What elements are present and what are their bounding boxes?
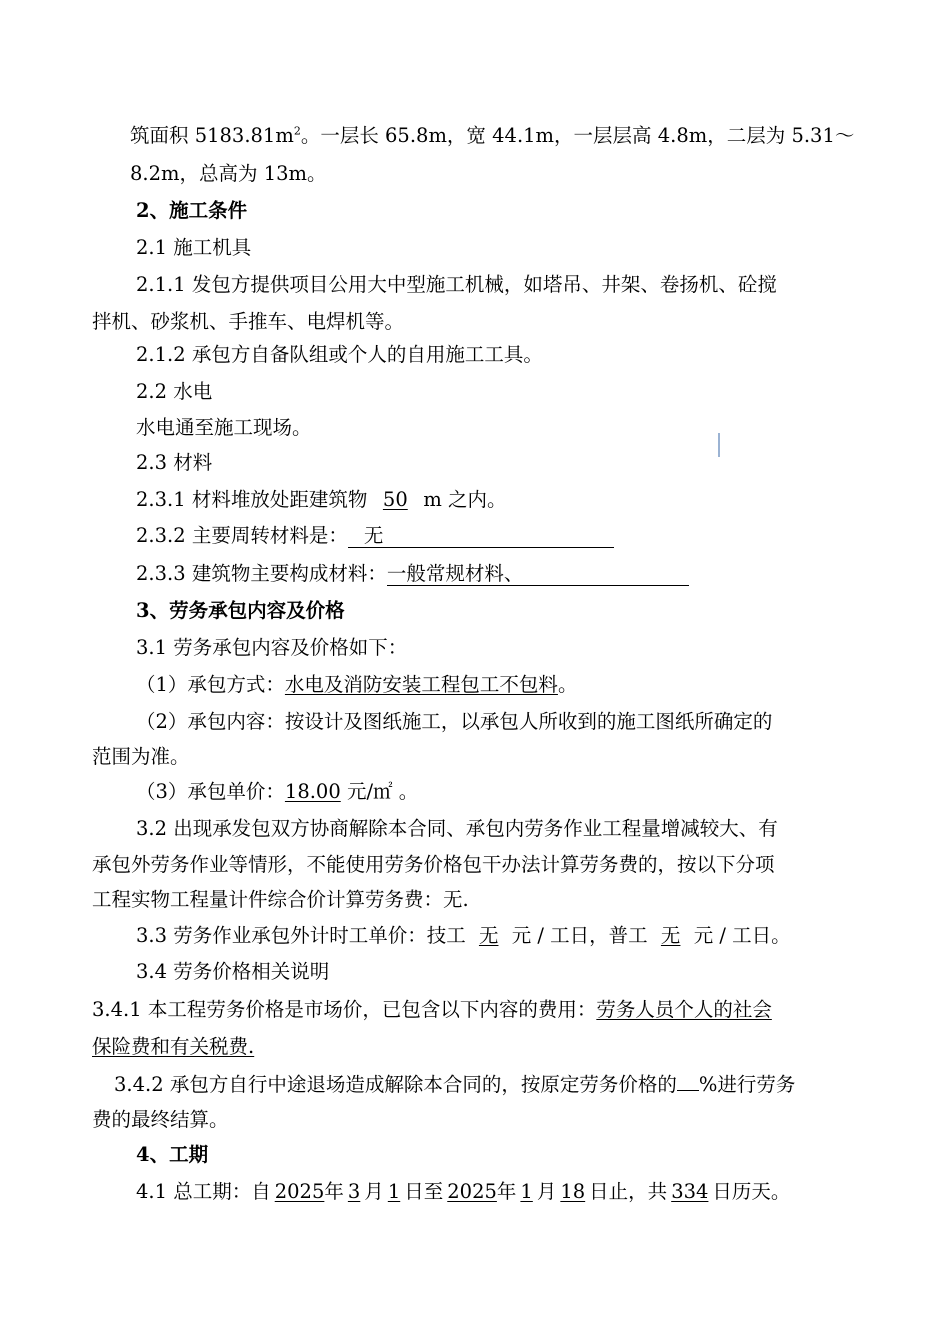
text-cursor bbox=[718, 433, 720, 457]
paragraph-line: 2.3.2 主要周转材料是： 无 bbox=[136, 522, 614, 550]
subsection-heading: 2.3 材料 bbox=[136, 451, 213, 474]
paragraph-line: 范围为准。 bbox=[92, 745, 190, 768]
subsection-heading: 2.2 水电 bbox=[136, 380, 213, 403]
construction-material-value: 一般常规材料、 bbox=[387, 563, 689, 586]
paragraph-line: 2.3.1 材料堆放处距建筑物 50 m 之内。 bbox=[136, 486, 507, 514]
paragraph-line: （1）承包方式：水电及消防安装工程包工不包料。 bbox=[136, 673, 578, 696]
paragraph-line: 2.3.3 建筑物主要构成材料：一般常规材料、 bbox=[136, 560, 689, 588]
paragraph-line: 筑面积 $5183.81m^2$。一层长 65.8m，宽 44.1m，一层层高 4.8m，二层为 5.31～ bbox=[130, 124, 855, 147]
paragraph-line: 8.2m，总高为 13m。 bbox=[130, 162, 327, 185]
paragraph-line: （2）承包内容：按设计及图纸施工，以承包人所收到的施工图纸所确定的 bbox=[136, 710, 773, 733]
paragraph-line: 3.4.1 本工程劳务价格是市场价，已包含以下内容的费用：劳务人员个人的社会 bbox=[92, 998, 772, 1021]
paragraph-line: 3.4.2 承包方自行中途退场造成解除本合同的，按原定劳务价格的 %进行劳务 bbox=[114, 1070, 795, 1099]
start-year: 2025 bbox=[274, 1180, 325, 1203]
total-days: 334 bbox=[671, 1180, 709, 1203]
unit-price-value: 18.00 bbox=[284, 780, 341, 803]
section-heading: 4、工期 bbox=[136, 1143, 209, 1166]
paragraph-line: 工程实物工程量计件综合价计算劳务费：无. bbox=[92, 888, 469, 911]
subsection-heading: 2.1 施工机具 bbox=[136, 236, 252, 259]
section-heading: 2、施工条件 bbox=[136, 199, 248, 222]
paragraph-line: 3.3 劳务作业承包外计时工单价：技工 无 元 / 工日，普工 无 元 / 工日。 bbox=[136, 922, 791, 950]
general-rate-value: 无 bbox=[660, 924, 681, 947]
paragraph-line: 3.2 出现承发包双方协商解除本合同、承包内劳务作业工程量增减较大、有 bbox=[136, 817, 778, 840]
percentage-blank bbox=[677, 1070, 699, 1091]
end-day: 18 bbox=[560, 1180, 586, 1203]
included-fees-value: 劳务人员个人的社会 bbox=[596, 998, 772, 1021]
turnover-material-value: 无 bbox=[348, 525, 614, 548]
start-month: 3 bbox=[347, 1180, 361, 1203]
paragraph-line: 承包外劳务作业等情形，不能使用劳务价格包干办法计算劳务费的，按以下分项 bbox=[92, 853, 775, 876]
section-heading: 3、劳务承包内容及价格 bbox=[136, 599, 345, 622]
paragraph-line: 保险费和有关税费. bbox=[92, 1035, 255, 1058]
end-year: 2025 bbox=[447, 1180, 497, 1203]
subsection-heading: 3.4 劳务价格相关说明 bbox=[136, 960, 330, 983]
start-day: 1 bbox=[387, 1180, 401, 1203]
paragraph-line: （3）承包单价：18.00 元/㎡ 。 bbox=[136, 780, 419, 803]
distance-value: 50 bbox=[382, 488, 408, 511]
paragraph-line: 4.1 总工期：自 2025年 3 月 1 日至 2025年 1 月 18 日止，共 334 日历天。 bbox=[136, 1180, 791, 1203]
skilled-rate-value: 无 bbox=[478, 924, 499, 947]
paragraph-line: 拌机、砂浆机、手推车、电焊机等。 bbox=[92, 310, 405, 333]
paragraph-line: 费的最终结算。 bbox=[92, 1108, 229, 1131]
paragraph-line: 2.1.1 发包方提供项目公用大中型施工机械，如塔吊、井架、卷扬机、砼搅 bbox=[136, 273, 777, 296]
paragraph-line: 3.1 劳务承包内容及价格如下： bbox=[136, 636, 408, 659]
end-month: 1 bbox=[520, 1180, 533, 1203]
paragraph-line: 水电通至施工现场。 bbox=[136, 416, 312, 439]
paragraph-line: 2.1.2 承包方自备队组或个人的自用施工工具。 bbox=[136, 343, 543, 366]
contract-method-value: 水电及消防安装工程包工不包料 bbox=[284, 673, 558, 696]
